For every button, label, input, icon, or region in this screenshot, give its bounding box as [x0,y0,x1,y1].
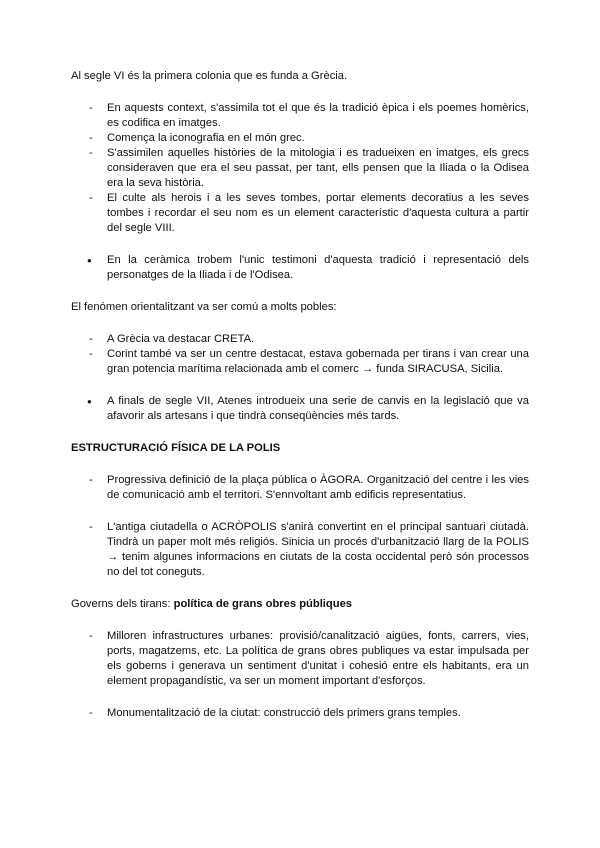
orientalitzant-paragraph: El fenómen orientalitzant va ser comú a molts pobles: [71,301,337,313]
list-agora [71,473,529,503]
list-pobles [71,332,529,377]
list-infrastructures [71,629,529,689]
intro-paragraph: Al segle VI és la primera colonia que es funda a Grècia. [71,70,348,82]
bullet-ceramica [71,253,529,283]
document-page [71,69,529,738]
section-heading: ESTRUCTURACIÓ FÍSICA DE LA POLIS [71,442,281,454]
list-item: - Milloren infrastructures urbanes: provisió/canalització aigües, fonts, carrers, vies, ports, magatzems, etc. La política de grans obres publiques va estar impulsada per els goberns i generava un sentiment d'unitat i cohesió entre els habitants, era un element propagandístic, va ser un moment important d'esforços. [71,629,529,689]
list-item: - A Grècia va destacar CRETA. [71,332,529,347]
list-item: - Monumentalització de la ciutat: construcció dels primers grans temples. [71,706,529,721]
governs-bold: política de grans obres públiques [173,598,353,610]
governs-prefix: Governs dels tirans: [71,598,174,610]
list-item: ● A finals de segle VII, Atenes introdueix una serie de canvis en la legislació que va afavorir als artesans i que tindrà conseqüències més tards. [71,394,529,424]
list-context [71,101,529,236]
list-acropolis [71,520,529,580]
list-item: ● En la ceràmica trobem l'unic testimoni d'aquesta tradició i representació dels personatges de la Iliada i de l'Odisea. [71,253,529,283]
list-item: - El culte als herois i a les seves tombes, portar elements decoratius a les seves tombes i recordar el seu nom es un element característic d'aquesta cultura a partir del segle VIII. [71,191,529,236]
governs-paragraph [71,597,529,612]
list-item: - En aquests context, s'assimila tot el que és la tradició èpica i els poemes homèrics, es codifica en imatges. [71,101,529,131]
list-item: - L'antiga ciutadella o ACRÒPOLIS s'anirà convertint en el principal santuari ciutadà. Tindrà un paper molt més religiós. Sinicia un procés d'urbanització llarg de la POLIS → tenim algunes informacions en ciutats de la costa occidental però són processos no del tot coneguts. [71,520,529,580]
list-item: - Comença la iconografia en el món grec. [71,131,529,146]
list-item: - Corint també va ser un centre destacat, estava gobernada per tirans i van crear una gran potencia marítima relacionada amb el comerc → funda SIRACUSA, Sicilia. [71,347,529,377]
list-item: - S'assimilen aquelles històries de la mitologia i es tradueixen en imatges, els grecs consideraven que era el seu passat, per tant, ells pensen que la Iliada o la Odisea era la seva història. [71,146,529,191]
list-item: - Progressiva definició de la plaça pública o ÀGORA. Organització del centre i les vies de comunicació amb el territori. S'ennvoltant amb edificis representatius. [71,473,529,503]
list-monuments [71,706,529,721]
bullet-atenes [71,394,529,424]
